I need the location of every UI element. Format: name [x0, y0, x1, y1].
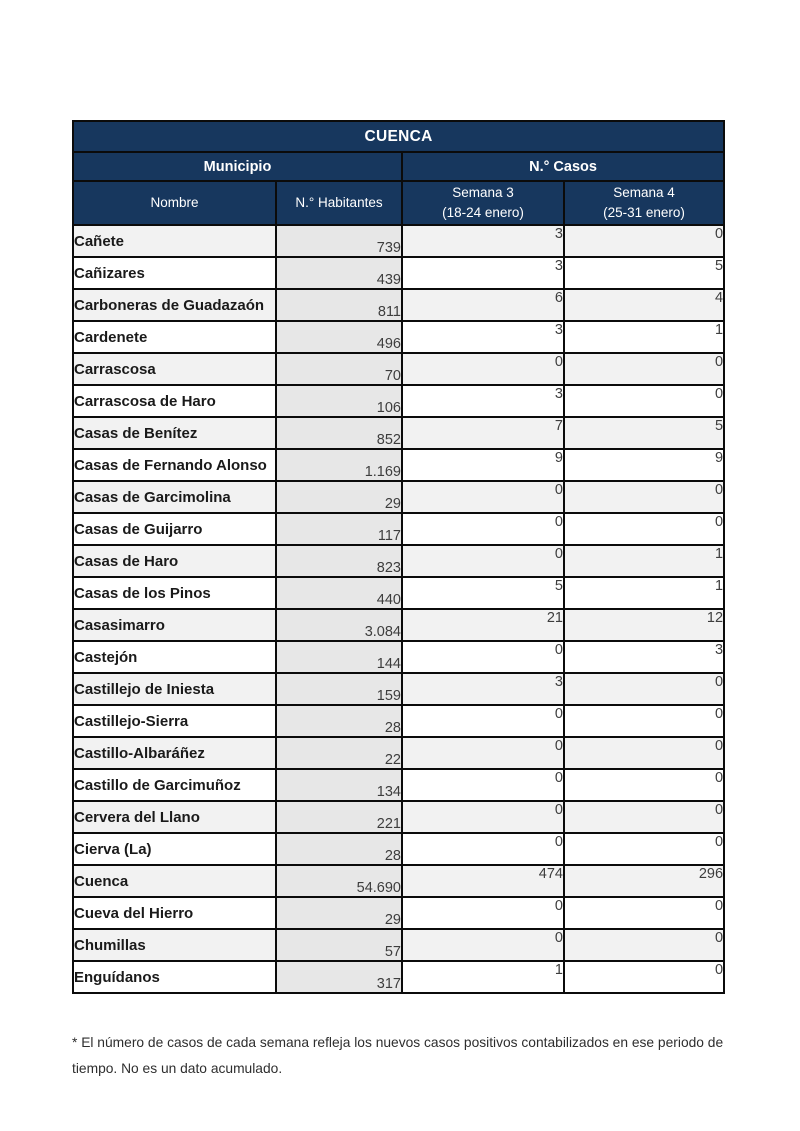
semana3-cases-cell: 3	[402, 385, 564, 417]
semana4-cases-cell: 0	[564, 385, 724, 417]
municipality-name-cell: Cañete	[73, 225, 276, 257]
semana3-label: Semana 3	[452, 185, 514, 200]
semana4-cases-cell: 0	[564, 769, 724, 801]
semana3-cases-cell: 474	[402, 865, 564, 897]
municipality-name-cell: Cervera del Llano	[73, 801, 276, 833]
table-row	[73, 385, 724, 417]
semana4-cases-cell: 0	[564, 513, 724, 545]
habitantes-cell: 159	[276, 673, 402, 705]
table-header	[73, 121, 724, 225]
table-row	[73, 289, 724, 321]
municipality-name-cell: Cierva (La)	[73, 833, 276, 865]
column-header-habitantes: N.° Habitantes	[276, 181, 402, 225]
semana3-cases-cell: 0	[402, 705, 564, 737]
table-row	[73, 961, 724, 993]
habitantes-cell: 739	[276, 225, 402, 257]
municipality-name-cell: Castejón	[73, 641, 276, 673]
municipality-name-cell: Carrascosa de Haro	[73, 385, 276, 417]
semana4-cases-cell: 0	[564, 929, 724, 961]
habitantes-cell: 28	[276, 833, 402, 865]
table-row	[73, 257, 724, 289]
semana3-cases-cell: 0	[402, 801, 564, 833]
semana4-cases-cell: 0	[564, 353, 724, 385]
column-header-semana3	[402, 181, 564, 225]
cuenca-cases-table	[72, 120, 725, 994]
semana4-cases-cell: 0	[564, 481, 724, 513]
table-row	[73, 225, 724, 257]
habitantes-cell: 440	[276, 577, 402, 609]
group-header-row	[73, 152, 724, 181]
habitantes-cell: 106	[276, 385, 402, 417]
table-row	[73, 801, 724, 833]
municipality-name-cell: Cardenete	[73, 321, 276, 353]
habitantes-cell: 54.690	[276, 865, 402, 897]
column-header-row	[73, 181, 724, 225]
municipality-name-cell: Cañizares	[73, 257, 276, 289]
semana3-cases-cell: 0	[402, 929, 564, 961]
cuenca-table-wrapper	[72, 120, 723, 994]
habitantes-cell: 317	[276, 961, 402, 993]
semana3-cases-cell: 0	[402, 641, 564, 673]
semana3-cases-cell: 3	[402, 257, 564, 289]
semana3-cases-cell: 6	[402, 289, 564, 321]
municipality-name-cell: Chumillas	[73, 929, 276, 961]
semana4-cases-cell: 0	[564, 225, 724, 257]
municipality-name-cell: Castillejo-Sierra	[73, 705, 276, 737]
municipality-name-cell: Carboneras de Guadazaón	[73, 289, 276, 321]
semana3-cases-cell: 3	[402, 225, 564, 257]
semana4-cases-cell: 0	[564, 673, 724, 705]
habitantes-cell: 496	[276, 321, 402, 353]
habitantes-cell: 134	[276, 769, 402, 801]
municipality-name-cell: Casas de Benítez	[73, 417, 276, 449]
semana4-cases-cell: 0	[564, 705, 724, 737]
semana3-cases-cell: 3	[402, 673, 564, 705]
group-header-casos: N.° Casos	[402, 152, 724, 181]
semana3-cases-cell: 0	[402, 833, 564, 865]
semana3-cases-cell: 21	[402, 609, 564, 641]
municipality-name-cell: Casasimarro	[73, 609, 276, 641]
municipality-name-cell: Cuenca	[73, 865, 276, 897]
municipality-name-cell: Carrascosa	[73, 353, 276, 385]
semana4-cases-cell: 0	[564, 897, 724, 929]
municipality-name-cell: Casas de Guijarro	[73, 513, 276, 545]
table-row	[73, 321, 724, 353]
semana4-cases-cell: 9	[564, 449, 724, 481]
table-row	[73, 769, 724, 801]
semana3-cases-cell: 3	[402, 321, 564, 353]
habitantes-cell: 439	[276, 257, 402, 289]
table-body	[73, 225, 724, 993]
table-row	[73, 865, 724, 897]
semana4-cases-cell: 1	[564, 545, 724, 577]
habitantes-cell: 1.169	[276, 449, 402, 481]
habitantes-cell: 29	[276, 897, 402, 929]
municipality-name-cell: Casas de los Pinos	[73, 577, 276, 609]
table-row	[73, 897, 724, 929]
habitantes-cell: 823	[276, 545, 402, 577]
semana3-cases-cell: 7	[402, 417, 564, 449]
title-row	[73, 121, 724, 152]
habitantes-cell: 144	[276, 641, 402, 673]
semana4-cases-cell: 0	[564, 833, 724, 865]
table-row	[73, 513, 724, 545]
municipality-name-cell: Casas de Fernando Alonso	[73, 449, 276, 481]
table-row	[73, 609, 724, 641]
footnote: * El número de casos de cada semana refleja los nuevos casos positivos contabilizados en ese periodo de tiempo. No es un dato acumulado.	[72, 1035, 724, 1076]
habitantes-cell: 117	[276, 513, 402, 545]
municipality-name-cell: Casas de Garcimolina	[73, 481, 276, 513]
municipality-name-cell: Cueva del Hierro	[73, 897, 276, 929]
table-row	[73, 929, 724, 961]
semana4-cases-cell: 296	[564, 865, 724, 897]
semana4-cases-cell: 0	[564, 961, 724, 993]
semana3-cases-cell: 0	[402, 513, 564, 545]
table-row	[73, 417, 724, 449]
municipality-name-cell: Enguídanos	[73, 961, 276, 993]
habitantes-cell: 57	[276, 929, 402, 961]
semana4-label: Semana 4	[613, 185, 675, 200]
habitantes-cell: 811	[276, 289, 402, 321]
table-row	[73, 449, 724, 481]
group-header-municipio: Municipio	[73, 152, 402, 181]
habitantes-cell: 29	[276, 481, 402, 513]
semana4-cases-cell: 3	[564, 641, 724, 673]
semana3-dates: (18-24 enero)	[442, 205, 524, 220]
habitantes-cell: 221	[276, 801, 402, 833]
table-row	[73, 833, 724, 865]
habitantes-cell: 70	[276, 353, 402, 385]
semana3-cases-cell: 0	[402, 545, 564, 577]
semana3-cases-cell: 0	[402, 769, 564, 801]
table-row	[73, 641, 724, 673]
table-row	[73, 353, 724, 385]
table-row	[73, 545, 724, 577]
table-row	[73, 577, 724, 609]
semana4-cases-cell: 5	[564, 417, 724, 449]
table-row	[73, 481, 724, 513]
municipality-name-cell: Castillo de Garcimuñoz	[73, 769, 276, 801]
semana3-cases-cell: 0	[402, 481, 564, 513]
habitantes-cell: 22	[276, 737, 402, 769]
municipality-name-cell: Casas de Haro	[73, 545, 276, 577]
semana3-cases-cell: 1	[402, 961, 564, 993]
semana4-cases-cell: 4	[564, 289, 724, 321]
habitantes-cell: 28	[276, 705, 402, 737]
column-header-nombre: Nombre	[73, 181, 276, 225]
semana4-dates: (25-31 enero)	[603, 205, 685, 220]
semana3-cases-cell: 9	[402, 449, 564, 481]
semana4-cases-cell: 0	[564, 737, 724, 769]
semana4-cases-cell: 5	[564, 257, 724, 289]
semana3-cases-cell: 0	[402, 353, 564, 385]
table-title: CUENCA	[73, 121, 724, 152]
municipality-name-cell: Castillo-Albaráñez	[73, 737, 276, 769]
municipality-name-cell: Castillejo de Iniesta	[73, 673, 276, 705]
column-header-semana4	[564, 181, 724, 225]
semana4-cases-cell: 1	[564, 321, 724, 353]
semana4-cases-cell: 1	[564, 577, 724, 609]
habitantes-cell: 3.084	[276, 609, 402, 641]
habitantes-cell: 852	[276, 417, 402, 449]
semana4-cases-cell: 12	[564, 609, 724, 641]
semana3-cases-cell: 0	[402, 737, 564, 769]
table-row	[73, 673, 724, 705]
semana4-cases-cell: 0	[564, 801, 724, 833]
table-row	[73, 737, 724, 769]
semana3-cases-cell: 5	[402, 577, 564, 609]
semana3-cases-cell: 0	[402, 897, 564, 929]
table-row	[73, 705, 724, 737]
